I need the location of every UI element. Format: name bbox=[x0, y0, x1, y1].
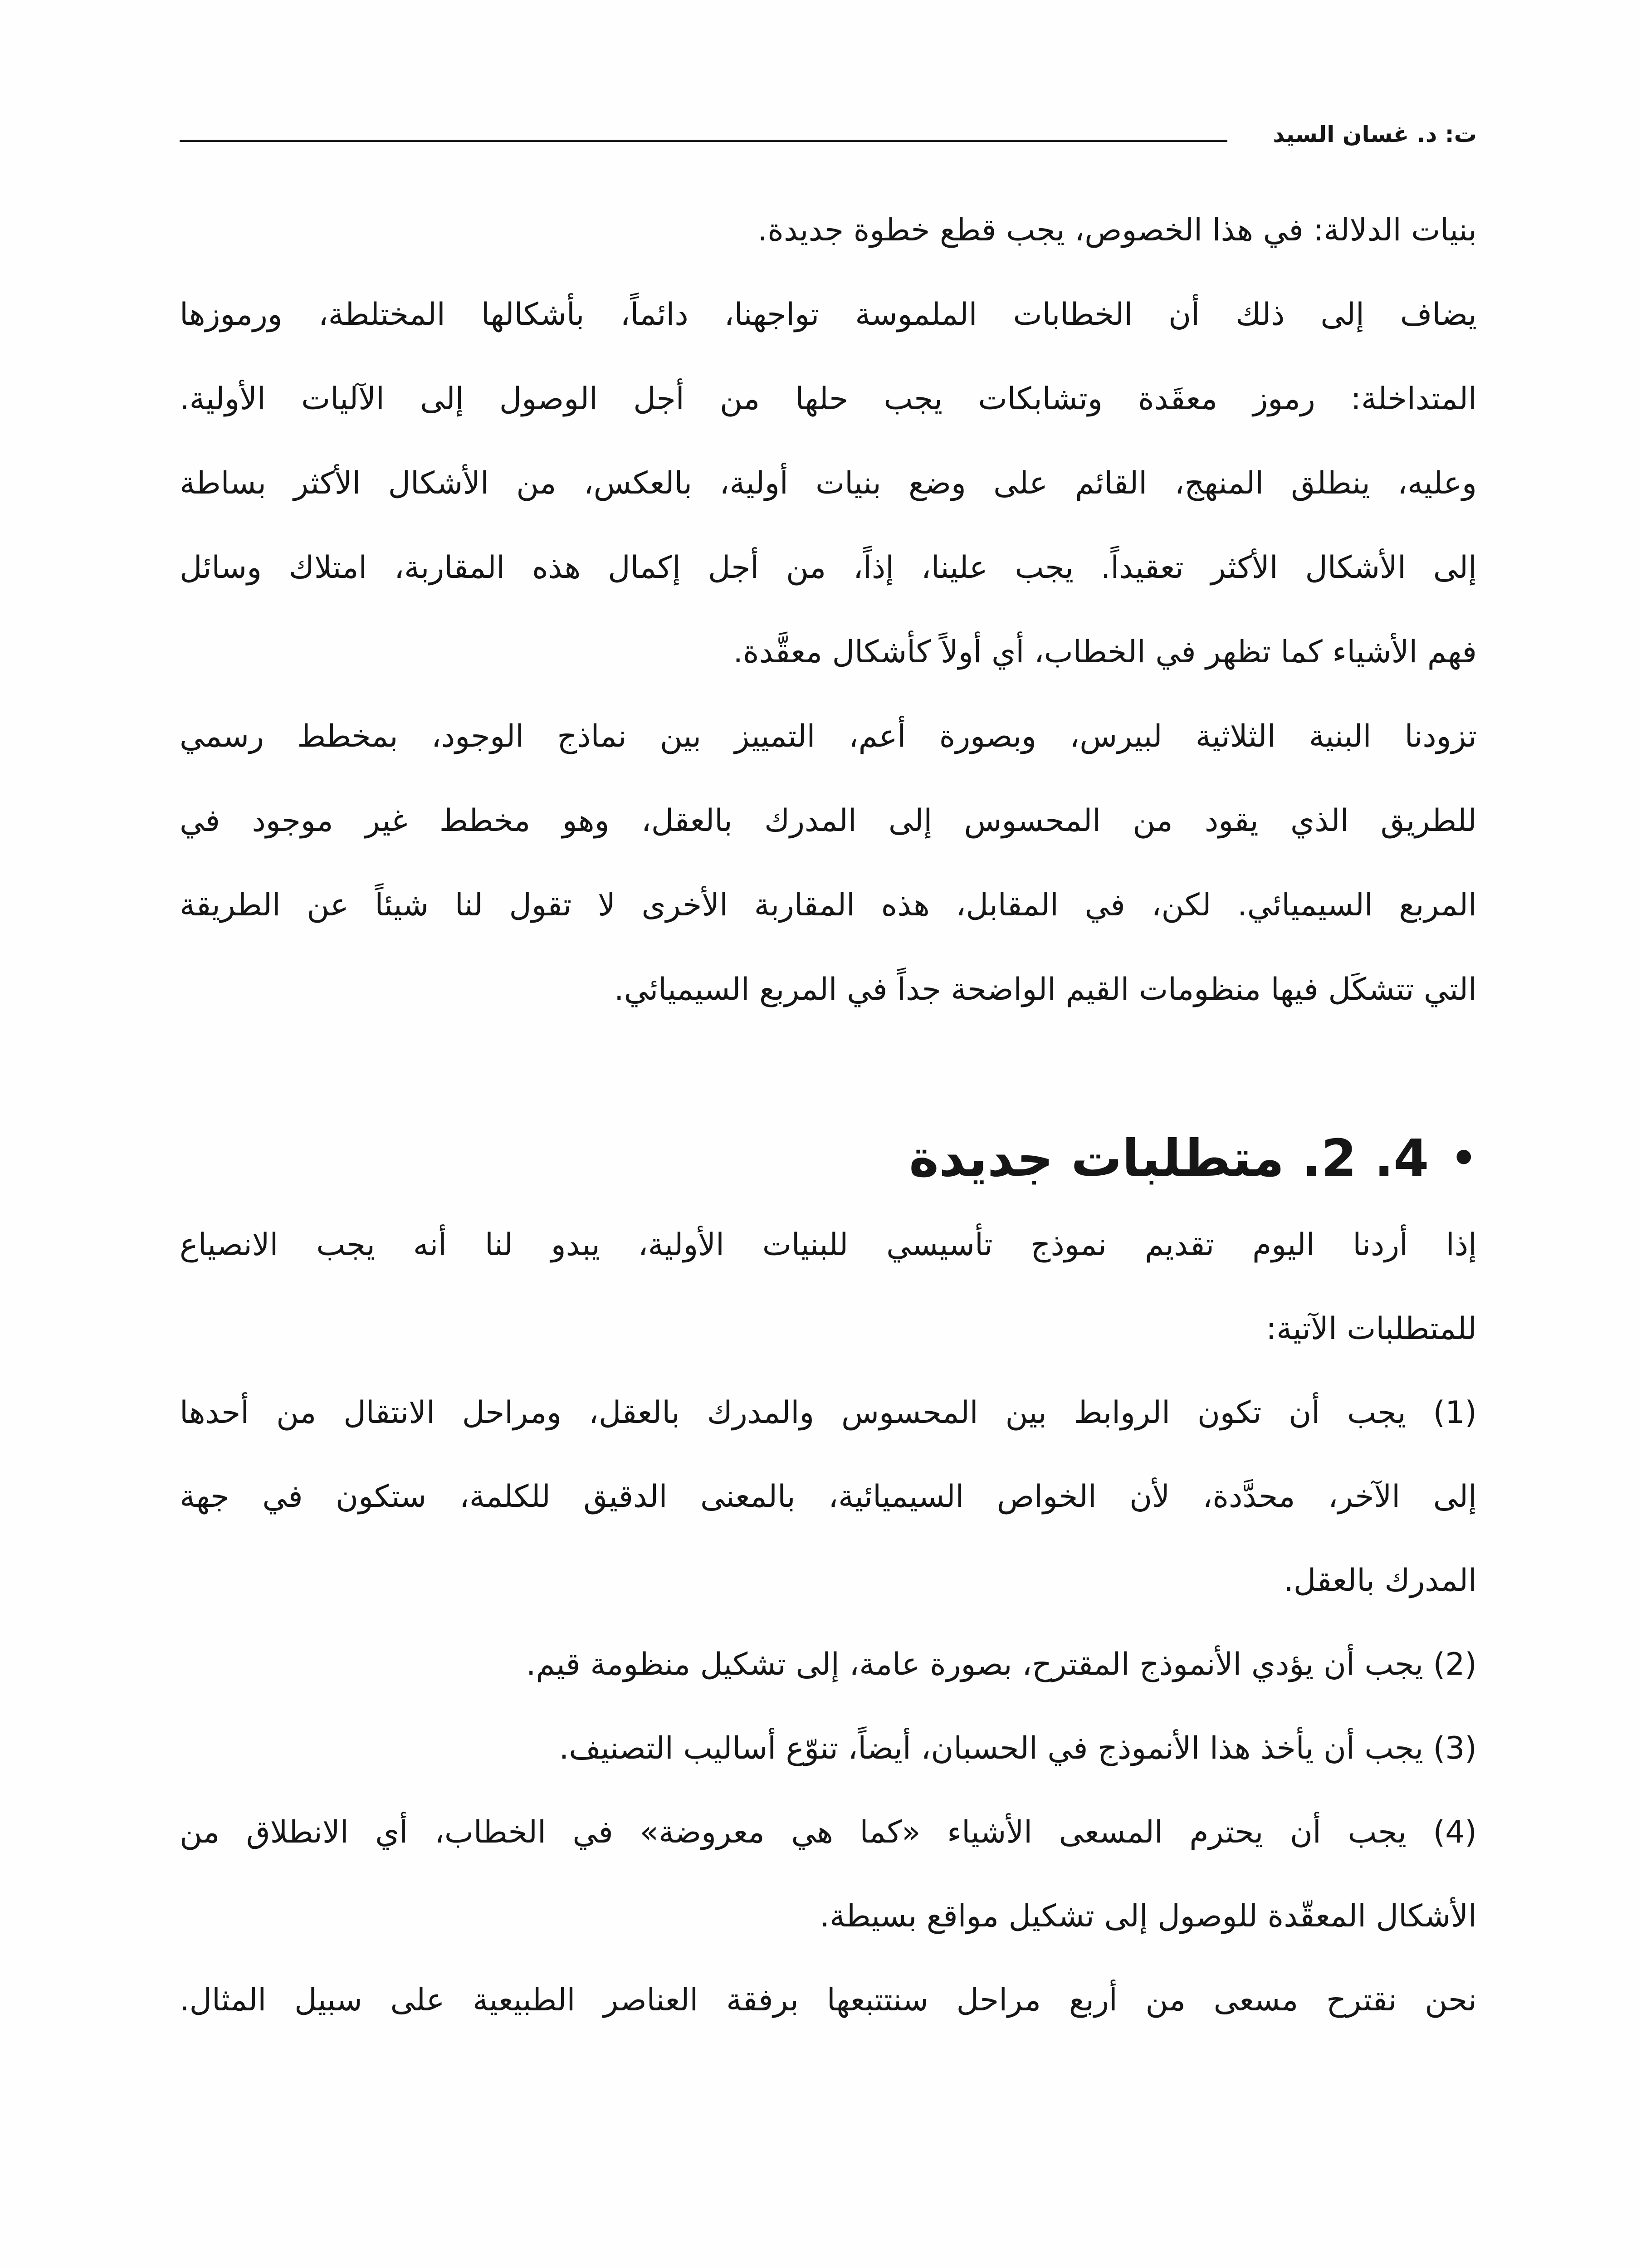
body-text bbox=[180, 188, 1477, 2042]
text-line: المتداخلة: رموز معقَدة وتشابكات يجب حلها من أجل الوصول إلى الآليات الأولية. bbox=[180, 381, 1477, 417]
section-bullet: • bbox=[1451, 1134, 1477, 1182]
text-line: الأشكال المعقّدة للوصول إلى تشكيل مواقع بسيطة. bbox=[820, 1898, 1477, 1934]
text-block-after-section bbox=[180, 1203, 1477, 2042]
text-line: إلى الآخر، محدَّدة، لأن الخواص السيميائية، بالمعنى الدقيق للكلمة، ستكون في جهة bbox=[180, 1479, 1477, 1515]
header-rule bbox=[180, 140, 1227, 142]
running-head bbox=[180, 116, 1477, 152]
text-line: (4) يجب أن يحترم المسعى الأشياء «كما هي معروضة» في الخطاب، أي الانطلاق من bbox=[180, 1814, 1477, 1850]
text-line: التي تتشكَل فيها منظومات القيم الواضحة جداً في المربع السيميائي. bbox=[614, 972, 1477, 1007]
list-item bbox=[180, 1371, 1477, 1623]
text-line: إلى الأشكال الأكثر تعقيداً. يجب علينا، إذاً، من أجل إكمال هذه المقاربة، امتلاك وسائل bbox=[180, 550, 1477, 586]
text-line: تزودنا البنية الثلاثية لبيرس، وبصورة أعم، التمييز بين نماذج الوجود، بمخطط رسمي bbox=[180, 719, 1477, 754]
text-line: إذا أردنا اليوم تقديم نموذج تأسيسي للبنيات الأولية، يبدو لنا أنه يجب الانصياع bbox=[180, 1227, 1477, 1263]
list-item bbox=[180, 1706, 1477, 1790]
section-heading bbox=[180, 1114, 1477, 1203]
text-line: المربع السيميائي. لكن، في المقابل، هذه المقاربة الأخرى لا تقول لنا شيئاً عن الطريقة bbox=[180, 887, 1477, 923]
paragraph bbox=[180, 1203, 1477, 1371]
text-line: للطريق الذي يقود من المحسوس إلى المدرك بالعقل، وهو مخطط غير موجود في bbox=[180, 803, 1477, 839]
text-line: (1) يجب أن تكون الروابط بين المحسوس والمدرك بالعقل، ومراحل الانتقال من أحدها bbox=[180, 1395, 1477, 1431]
list-item bbox=[180, 1790, 1477, 1958]
paragraph bbox=[180, 273, 1477, 441]
text-line: فهم الأشياء كما تظهر في الخطاب، أي أولاً كأشكال معقَّدة. bbox=[733, 634, 1477, 670]
paragraph bbox=[180, 441, 1477, 694]
list-item bbox=[180, 1623, 1477, 1706]
running-head-author: ت: د. غسان السيد bbox=[1273, 121, 1477, 147]
text-line: نحن نقترح مسعى من أربع مراحل سنتتبعها برفقة العناصر الطبيعية على سبيل المثال. bbox=[180, 1982, 1477, 2018]
text-line: (2) يجب أن يؤدي الأنموذج المقترح، بصورة عامة، إلى تشكيل منظومة قيم. bbox=[526, 1647, 1477, 1682]
text-line: (3) يجب أن يأخذ هذا الأنموذج في الحسبان، أيضاً، تنوّع أساليب التصنيف. bbox=[559, 1730, 1477, 1766]
text-block-before-section bbox=[180, 188, 1477, 1032]
section-title: 4. 2. متطلبات جديدة bbox=[909, 1129, 1429, 1188]
text-line: للمتطلبات الآتية: bbox=[1266, 1311, 1477, 1347]
text-line: يضاف إلى ذلك أن الخطابات الملموسة تواجهنا، دائماً، بأشكالها المختلطة، ورموزها bbox=[180, 297, 1477, 332]
paragraph bbox=[180, 188, 1477, 273]
paragraph bbox=[180, 1958, 1477, 2042]
text-line: بنيات الدلالة: في هذا الخصوص، يجب قطع خطوة جديدة. bbox=[757, 212, 1477, 248]
paragraph bbox=[180, 694, 1477, 1032]
text-line: المدرك بالعقل. bbox=[1284, 1563, 1477, 1598]
text-line: وعليه، ينطلق المنهج، القائم على وضع بنيات أولية، بالعكس، من الأشكال الأكثر بساطة bbox=[180, 465, 1477, 501]
